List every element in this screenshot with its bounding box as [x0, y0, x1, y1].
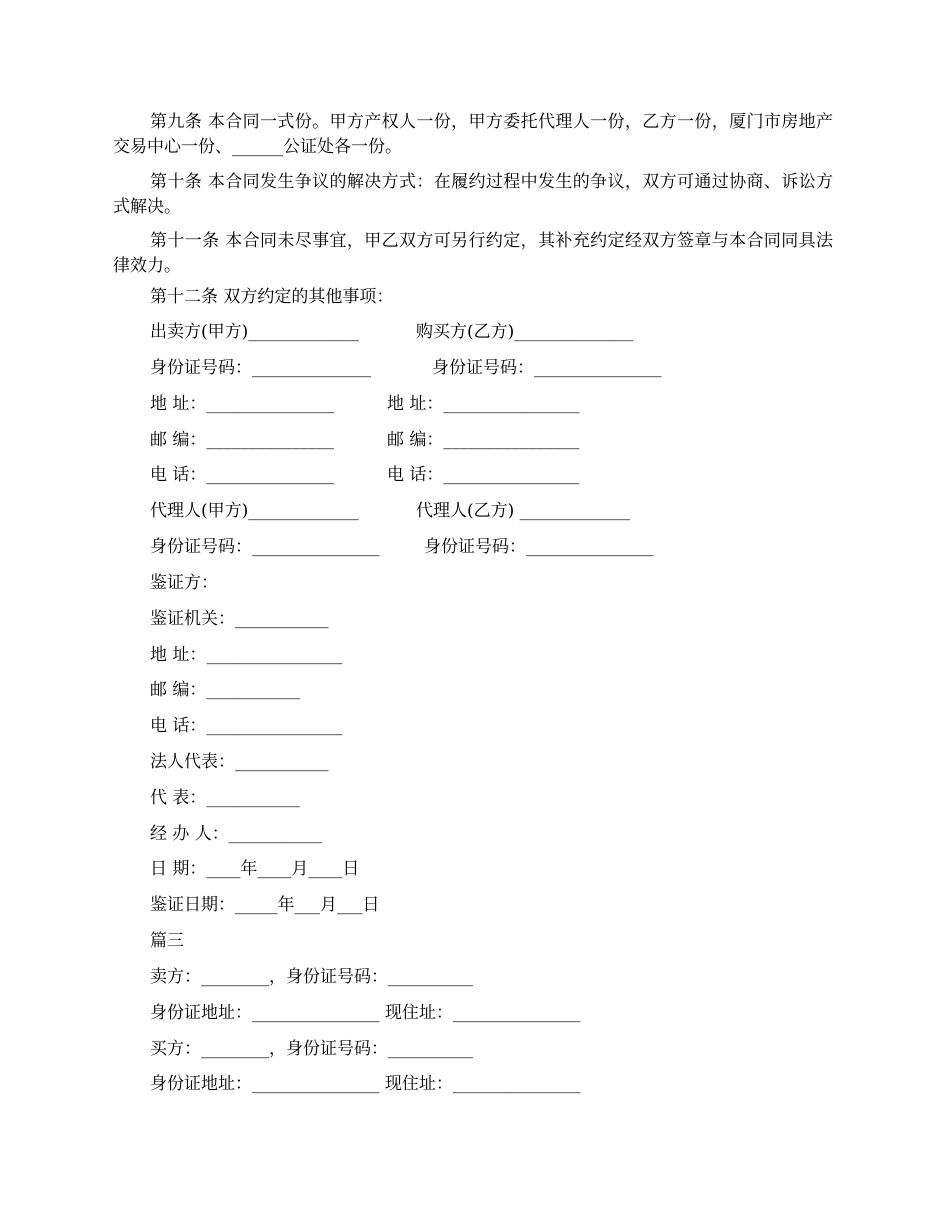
verifier-heading: 鉴证方： — [150, 573, 218, 593]
buyer-postcode-field: 邮 编：________________ — [387, 430, 580, 450]
article-11-paragraph: 第十一条 本合同未尽事宜，甲乙双方可另行约定，其补充约定经双方签章与本合同同具法律效力。 — [113, 231, 833, 276]
buyer-id-field: 身份证号码：_______________ — [432, 358, 662, 378]
seller-id-field: 身份证号码：______________ — [150, 358, 371, 378]
legal-rep-field: 法人代表：___________ — [150, 752, 329, 772]
buyer-phone-field: 电 话：________________ — [387, 465, 580, 485]
handler-field: 经 办 人：___________ — [150, 824, 323, 844]
article-9-paragraph: 第九条 本合同一式份。甲方产权人一份，甲方委托代理人一份，乙方一份，厦门市房地产交易中心一份、______公证处各一份。 — [113, 112, 833, 157]
article-10-paragraph: 第十条 本合同发生争议的解决方式：在履约过程中发生的争议，双方可通过协商、诉讼方式解决。 — [113, 172, 833, 217]
representative-field: 代 表：___________ — [150, 788, 300, 808]
date-field: 日 期：____年____月____日 — [150, 859, 360, 879]
verifier-postcode-field: 邮 编：___________ — [150, 680, 300, 700]
buyer-info-field: 买方：________，身份证号码：__________ — [150, 1039, 473, 1059]
buyer-party-field: 购买方(乙方)______________ — [416, 322, 634, 342]
verify-date-field: 鉴证日期：_____年___月___日 — [150, 895, 380, 915]
article-12-heading: 第十二条 双方约定的其他事项： — [150, 287, 394, 307]
seller-address-info-field: 身份证地址：_______________ 现住址：_______________ — [150, 1003, 581, 1023]
seller-postcode-field: 邮 编：_______________ — [150, 430, 334, 450]
seller-party-field: 出卖方(甲方)_____________ — [150, 322, 359, 342]
seller-agent-field: 代理人(甲方)_____________ — [150, 501, 359, 521]
seller-address-field: 地 址：_______________ — [150, 394, 334, 414]
verifier-org-field: 鉴证机关：___________ — [150, 609, 329, 629]
verifier-phone-field: 电 话：________________ — [150, 716, 343, 736]
section-three-heading: 篇三 — [150, 931, 184, 951]
seller-phone-field: 电 话：_______________ — [150, 465, 334, 485]
seller-agent-id-field: 身份证号码：_______________ — [150, 537, 380, 557]
buyer-address-info-field: 身份证地址：_______________ 现住址：_______________ — [150, 1074, 581, 1094]
buyer-agent-id-field: 身份证号码：_______________ — [424, 537, 654, 557]
buyer-address-field: 地 址：________________ — [387, 394, 580, 414]
seller-info-field: 卖方：________，身份证号码：__________ — [150, 967, 473, 987]
verifier-address-field: 地 址：________________ — [150, 645, 343, 665]
buyer-agent-field: 代理人(乙方) _____________ — [416, 501, 631, 521]
